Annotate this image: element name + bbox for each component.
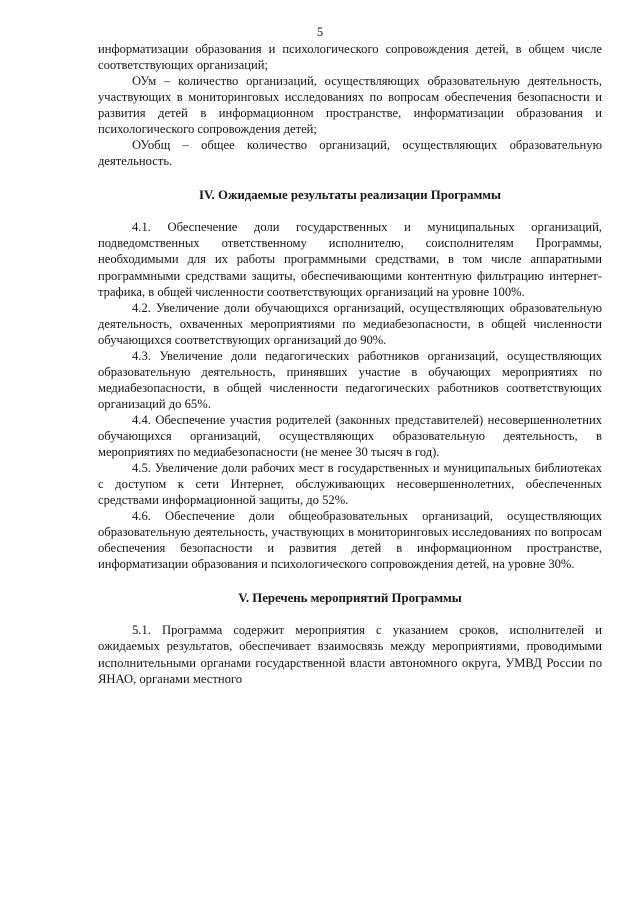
section-4-heading: IV. Ожидаемые результаты реализации Программы <box>198 188 501 203</box>
section-4-item: 4.2. Увеличение доли обучающихся организаций, осуществляющих образовательную деятельность, охваченных мероприятиями по медиабезопасности, в общей численности обучающихся соответствующих организаций до 90%. <box>98 300 602 347</box>
section-5-heading: V. Перечень мероприятий Программы <box>238 591 462 606</box>
section-4-item: 4.5. Увеличение доли рабочих мест в государственных и муниципальных библиотеках с доступом к сети Интернет, обслуживающих несовершеннолетних, обеспеченных средствами информационной защиты, до 52%. <box>98 461 602 508</box>
section-4-item: 4.3. Увеличение доли педагогических работников организаций, осуществляющих образовательную деятельность, принявших участие в обучающих мероприятиях по медиабезопасности, в общей численности педагогических работников соответствующих организаций до 65%. <box>98 348 602 411</box>
intro-paragraph-ouobsh: ОУобщ – общее количество организаций, осуществляющих образовательную деятельность. <box>98 138 602 169</box>
section-5-item: 5.1. Программа содержит мероприятия с указанием сроков, исполнителей и ожидаемых результатов, обеспечивает взаимосвязь между мероприятиями, проводимыми исполнительными органами государственной власти автономного округа, УМВД России по ЯНАО, органами местного <box>98 623 602 686</box>
intro-paragraph-oum: ОУм – количество организаций, осуществляющих образовательную деятельность, участвующих в мониторинговых исследованиях по вопросам обеспечения безопасности и развития детей в информационном пространстве, информатизации образования и психологического сопровождения детей; <box>98 74 602 137</box>
spacer <box>98 572 602 590</box>
page-number: 5 <box>316 25 324 39</box>
spacer <box>98 606 602 622</box>
section-4-item: 4.6. Обеспечение доли общеобразовательных организаций, осуществляющих образовательную деятельность, участвующих в мониторинговых исследованиях по вопросам обеспечения безопасности и развития детей в информационном пространстве, информатизации образования и психологического сопровождения детей, на уровне 30%. <box>98 509 602 572</box>
intro-paragraph-continuation: информатизации образования и психологического сопровождения детей, в общем числе соответствующих организаций; <box>98 42 602 73</box>
section-4-item: 4.1. Обеспечение доли государственных и муниципальных организаций, подведомственных ответственному исполнителю, соисполнителям Программы, необходимыми для их работы программными средствами, в том числе аппаратными программными средствами защиты, обеспечивающими контентную фильтрацию интернет-трафика, в общей численности соответствующих организаций на уровне 100%. <box>98 220 602 299</box>
spacer <box>98 169 602 187</box>
section-4-item: 4.4. Обеспечение участия родителей (законных представителей) несовершеннолетних обучающихся организаций, осуществляющих образовательную деятельность, в мероприятиях по медиабезопасности (не менее 30 тысяч в год). <box>98 412 602 460</box>
document-body <box>98 41 602 687</box>
spacer <box>98 203 602 219</box>
